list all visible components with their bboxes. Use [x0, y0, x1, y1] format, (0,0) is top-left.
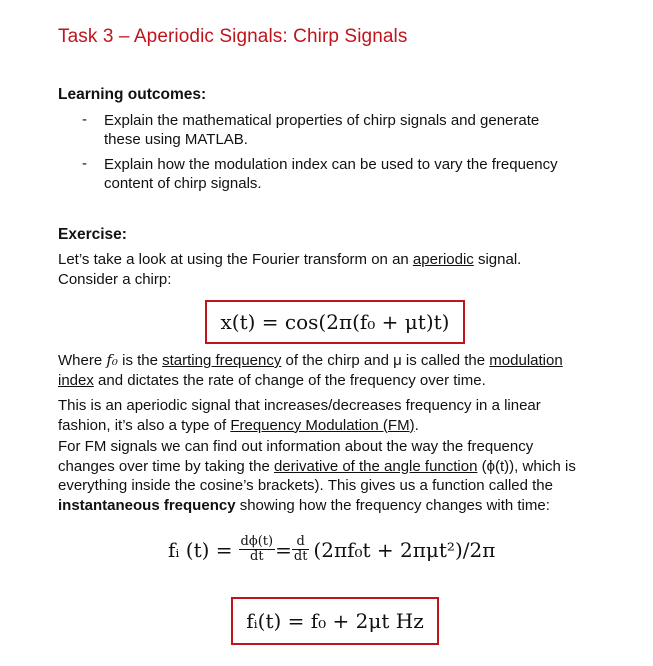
- instantaneous-frequency-box: [231, 597, 439, 645]
- eq-rhs: (2πf₀t + 2πμt²)/2π: [313, 537, 496, 562]
- exercise-heading: Exercise:: [58, 226, 127, 243]
- text: is the: [117, 352, 163, 369]
- learning-outcomes-heading: Learning outcomes:: [58, 86, 207, 103]
- text: and dictates the rate of change of the frequency over time.: [93, 371, 486, 389]
- paragraph-where: [58, 351, 628, 390]
- text: Where: [58, 352, 107, 369]
- text: fashion, it’s also a type of: [58, 416, 231, 434]
- chirp-equation: x(t) = cos(2π(f₀ + μt)t): [220, 310, 450, 334]
- fm-link: Frequency Modulation (FM): [230, 416, 415, 434]
- instantaneous-frequency-equation: fᵢ(t) = f₀ + 2μt Hz: [246, 609, 424, 633]
- text: (ϕ(t)), which is: [477, 457, 576, 475]
- text: This is an aperiodic signal that increases/decreases frequency in a linear: [58, 397, 541, 414]
- fraction-dphi-dt: [239, 535, 276, 564]
- modulation-link: modulation: [489, 352, 563, 369]
- derivative-equation: [168, 535, 495, 564]
- text: For FM signals we can find out information about the way the frequency: [58, 438, 534, 455]
- bullet-dash: -: [82, 155, 87, 172]
- text: changes over time by taking the: [58, 457, 274, 475]
- paragraph-aperiodic: [58, 396, 628, 435]
- fraction-d-dt: [292, 535, 310, 564]
- eq-sign: =: [275, 537, 292, 562]
- text: Consider a chirp:: [58, 270, 172, 288]
- derivative-link: derivative of the angle function: [273, 457, 478, 475]
- page-title: Task 3 – Aperiodic Signals: Chirp Signals: [58, 26, 408, 47]
- fraction-numerator: d: [292, 535, 310, 550]
- text: everything inside the cosine’s brackets). This gives us a function called the: [58, 477, 553, 494]
- intro-paragraph: [58, 250, 521, 289]
- list-item-line: content of chirp signals.: [104, 175, 262, 192]
- aperiodic-link: aperiodic: [412, 251, 474, 268]
- starting-frequency-link: starting frequency: [162, 352, 282, 369]
- fraction-denominator: dt: [293, 549, 308, 564]
- index-link: index: [58, 371, 94, 389]
- text: of the chirp and μ is called the: [281, 352, 490, 369]
- instantaneous-frequency-term: instantaneous frequency: [58, 496, 236, 514]
- eq-lhs: fᵢ (t) =: [168, 537, 233, 562]
- paragraph-fm: [58, 437, 638, 515]
- text: Let’s take a look at using the Fourier transform on an: [58, 251, 413, 268]
- text: showing how the frequency changes with time:: [235, 496, 550, 514]
- list-item-line: these using MATLAB.: [104, 131, 248, 148]
- text: signal.: [473, 251, 522, 268]
- list-item-line: Explain how the modulation index can be used to vary the frequency: [104, 156, 558, 173]
- list-item-line: Explain the mathematical properties of chirp signals and generate: [104, 112, 540, 129]
- bullet-dash: -: [82, 111, 87, 128]
- fraction-denominator: dt: [250, 549, 264, 564]
- f0-symbol: f₀: [106, 351, 118, 369]
- text: .: [414, 416, 419, 434]
- fraction-numerator: dϕ(t): [240, 534, 274, 549]
- chirp-equation-box: [205, 300, 465, 344]
